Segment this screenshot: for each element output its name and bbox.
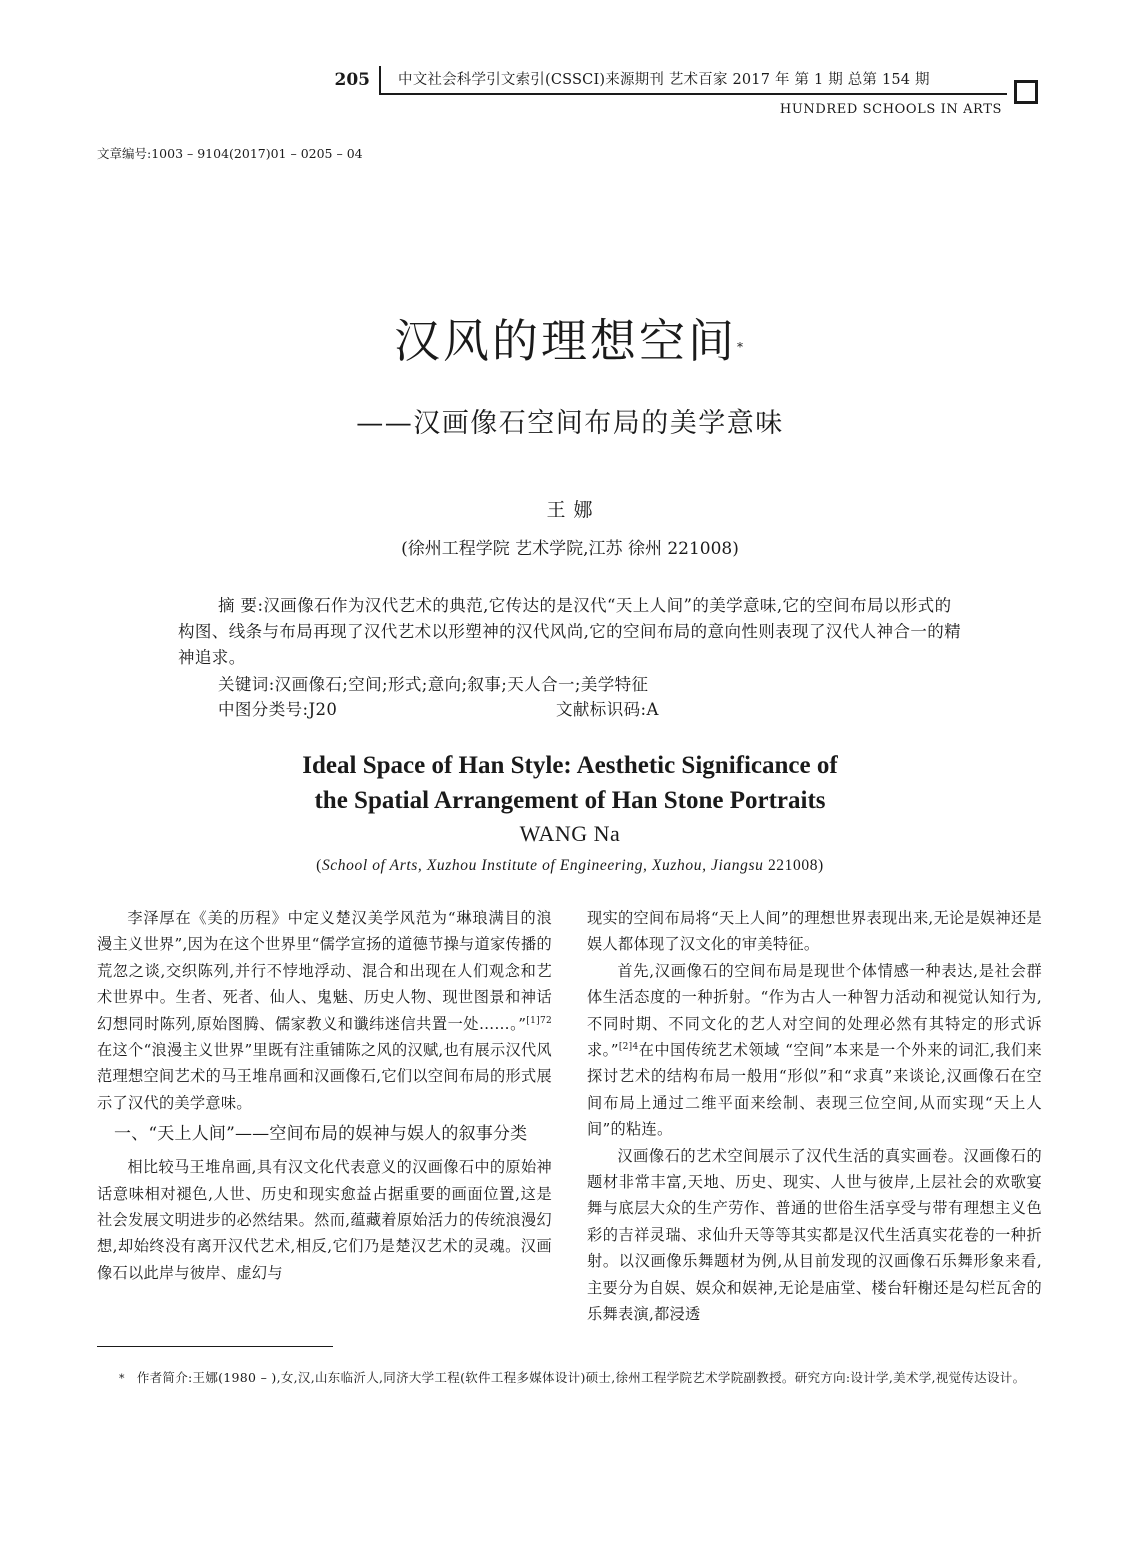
paragraph: 相比较马王堆帛画,具有汉文化代表意义的汉画像石中的原始神话意味相对褪色,人世、历史和现实愈益占据重要的画面位置,这是社会发展文明进步的必然结果。然而,蕴藏着原始活力的传统浪漫幻想,却始终没有离开汉代艺术,相反,它们乃是楚汉艺术的灵魂。汉画像石以此岸与彼岸、虚幻与 bbox=[97, 1158, 552, 1282]
doc-code-value: A bbox=[646, 700, 659, 719]
abstract-text: 汉画像石作为汉代艺术的典范,它传达的是汉代“天上人间”的美学意味,它的空间布局以形式的构图、线条与布局再现了汉代艺术以形塑神的汉代风尚,它的空间布局的意向性则表现了汉代人神合一的精神追求。 bbox=[178, 596, 962, 667]
english-title-line-2: the Spatial Arrangement of Han Stone Portraits bbox=[314, 787, 826, 814]
paragraph bbox=[587, 958, 1042, 1143]
page-subtitle: ——汉画像石空间布局的美学意味 bbox=[356, 408, 784, 439]
author-affiliation: (徐州工程学院 艺术学院,江苏 徐州 221008) bbox=[401, 539, 739, 559]
clc-number bbox=[218, 697, 337, 723]
paragraph: 现实的空间布局将“天上人间”的理想世界表现出来,无论是娱神还是娱人都体现了汉文化的审美特征。 bbox=[587, 909, 1042, 954]
author-name: 王 娜 bbox=[546, 499, 594, 521]
document-code bbox=[556, 697, 659, 723]
header-horizontal-rule bbox=[379, 93, 1007, 95]
page-number: 205 bbox=[334, 70, 370, 90]
body-column-left bbox=[97, 905, 552, 1286]
paragraph: 汉画像石的艺术空间展示了汉代生活的真实画卷。汉画像石的题材非常丰富,天地、历史、现实、人世与彼岸,上层社会的欢歌宴舞与底层大众的生产劳作、普通的世俗生活享受与带有理想主义色彩的吉祥灵瑞、求仙升天等等其实都是汉代生活真实花卷的一种折射。以汉画像乐舞题材为例,从目前发现的汉画像石乐舞形象来看,主要分为自娱、娱众和娱神,无论是庙堂、楼台轩榭还是勾栏瓦舍的乐舞表演,都浸透 bbox=[587, 1146, 1042, 1324]
footnote-rule bbox=[97, 1346, 333, 1347]
english-affil-code: 221008) bbox=[763, 857, 824, 874]
english-affil-institution: School of Arts, Xuzhou Institute of Engineering, Xuzhou, Jiangsu bbox=[321, 857, 764, 874]
doc-code-label: 文献标识码: bbox=[556, 700, 647, 719]
paragraph bbox=[97, 905, 552, 1116]
english-title-line-1: Ideal Space of Han Style: Aesthetic Significance of bbox=[302, 752, 838, 779]
clc-value: J20 bbox=[308, 700, 338, 719]
footnote-text: 作者简介:王娜(1980 – ),女,汉,山东临沂人,同济大学工程(软件工程多媒体设计)硕士,徐州工程学院艺术学院副教授。研究方向:设计学,美术学,视觉传达设计。 bbox=[136, 1370, 1026, 1385]
article-number: 文章编号:1003 – 9104(2017)01 – 0205 – 04 bbox=[97, 146, 363, 161]
citation-ref[interactable]: [2]4 bbox=[618, 1041, 639, 1052]
header-vertical-rule bbox=[379, 66, 381, 94]
paragraph-text: 在这个“浪漫主义世界”里既有注重铺陈之风的汉赋,也有展示汉代风范理想空间艺术的马王堆帛画和汉画像石,它们以空间布局的形式展示了汉代的美学意味。 bbox=[97, 1041, 552, 1112]
paragraph-text: 李泽厚在《美的历程》中定义楚汉美学风范为“琳琅满目的浪漫主义世界”,因为在这个世界里“儒学宣扬的道德节操与道家传播的荒忽之谈,交织陈列,并行不悖地浮动、混合和出现在人们观念和艺术世界中。生者、死者、仙人、鬼魅、历史人物、现世图景和神话幻想同时陈列,原始图腾、儒家教义和谶纬迷信共置一处……。” bbox=[97, 909, 552, 1033]
english-title bbox=[0, 748, 1140, 818]
abstract bbox=[178, 593, 966, 671]
journal-line: 中文社会科学引文索引(CSSCI)来源期刊 艺术百家 2017 年 第 1 期 总第 154 期 bbox=[398, 72, 930, 88]
keywords-text: 汉画像石;空间;形式;意向;叙事;天人合一;美学特征 bbox=[274, 675, 649, 694]
section-heading: 一、“天上人间”——空间布局的娱神与娱人的叙事分类 bbox=[114, 1124, 528, 1145]
citation-ref[interactable]: [1]72 bbox=[526, 1015, 552, 1026]
english-affiliation bbox=[0, 854, 1140, 878]
clc-label: 中图分类号: bbox=[218, 700, 309, 719]
footnote-mark: * bbox=[119, 1372, 125, 1385]
footnote bbox=[97, 1366, 1043, 1390]
paragraph-text: 首先,汉画像石的空间布局是现世个体情感一种表达,是社会群体生活态度的一种折射。“作为古人一种智力活动和视觉认知行为,不同时期、不同文化的艺人对空间的处理必然有其特定的形式诉求。” bbox=[587, 961, 1042, 1060]
body-column-right bbox=[587, 905, 1042, 1328]
page-title bbox=[0, 306, 1140, 376]
title-text: 汉风的理想空间 bbox=[394, 314, 737, 368]
paragraph-text: 在中国传统艺术领域 “空间”本来是一个外来的词汇,我们来探讨艺术的结构布局一般用“形似”和“求真”来谈论,汉画像石在空间布局上通过二维平面来绘制、表现三位空间,从而实现“天上人间”的粘连。 bbox=[587, 1041, 1042, 1139]
english-author: WANG Na bbox=[519, 821, 621, 846]
journal-english-name: HUNDRED SCHOOLS IN ARTS bbox=[779, 102, 1002, 117]
title-footnote-mark: * bbox=[737, 340, 746, 354]
square-marker-icon bbox=[1014, 80, 1038, 104]
keywords-label: 关键词: bbox=[218, 675, 275, 694]
abstract-label: 摘 要: bbox=[218, 596, 264, 615]
english-affil-open: ( bbox=[316, 857, 322, 874]
keywords bbox=[218, 672, 648, 698]
